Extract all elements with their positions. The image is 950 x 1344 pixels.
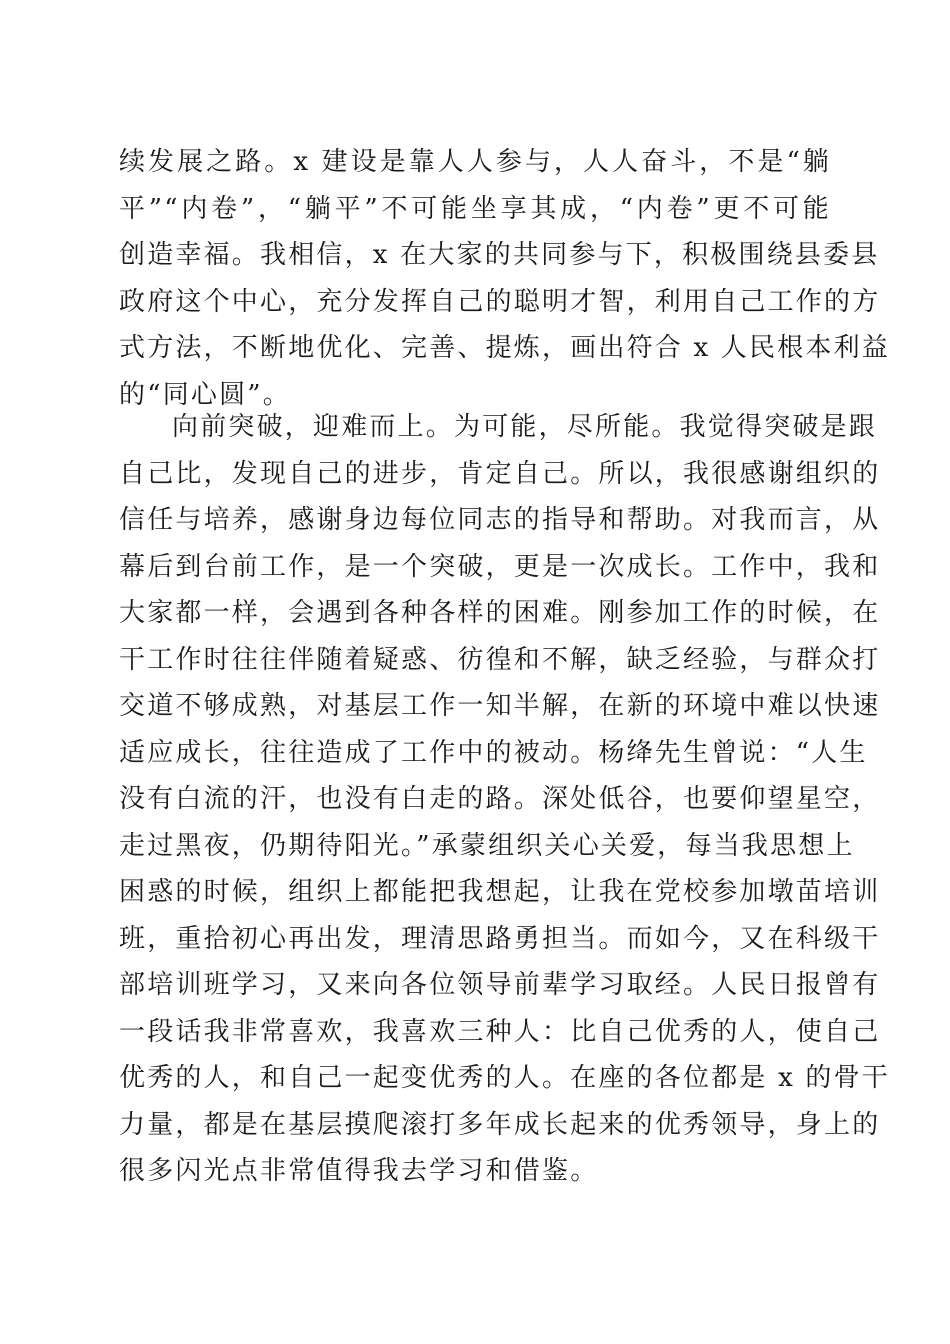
- paragraph-line: 部培训班学习，又来向各位领导前辈学习取经。人民日报曾有: [119, 970, 881, 1000]
- paragraph-line: 幕后到台前工作，是一个突破，更是一次成长。工作中，我和: [119, 551, 881, 582]
- paragraph-line: 大家都一样，会遇到各种各样的困难。刚参加工作的时候，在: [119, 598, 881, 628]
- paragraph-line: 班，重拾初心再出发，理清思路勇担当。而如今，又在科级干: [119, 923, 881, 954]
- paragraph-line: 向前突破，迎难而上。为可能，尽所能。我觉得突破是跟: [172, 412, 878, 442]
- paragraph-line: 平”“内卷”，“躺平”不可能坐享其成，“内卷”更不可能: [119, 193, 831, 224]
- paragraph-1: [119, 139, 890, 418]
- paragraph-line: 干工作时往往伴随着疑惑、彷徨和不解，缺乏经验，与群众打: [119, 644, 881, 675]
- paragraph-line: 交道不够成熟，对基层工作一知半解，在新的环境中难以快速: [119, 691, 881, 721]
- paragraph-line: 自己比，发现自己的进步，肯定自己。所以，我很感谢组织的: [119, 458, 881, 489]
- paragraph-line: 优秀的人，和自己一起变优秀的人。在座的各位都是 x 的骨干: [119, 1063, 890, 1093]
- paragraph-line: 政府这个中心，充分发挥自己的聪明才智，利用自己工作的方: [119, 286, 881, 317]
- paragraph-line: 很多闪光点非常值得我去学习和借鉴。: [119, 1156, 599, 1186]
- paragraph-line: 适应成长，往往造成了工作中的被动。杨绛先生曾说：“人生: [119, 737, 868, 768]
- paragraph-line: 的“同心圆”。: [119, 379, 291, 410]
- paragraph-line: 一段话我非常喜欢，我喜欢三种人：比自己优秀的人，使自己: [119, 1016, 881, 1047]
- paragraph-line: 没有白流的汗，也没有白走的路。深处低谷，也要仰望星空，: [119, 784, 881, 814]
- paragraph-line: 式方法，不断地优化、完善、提炼，画出符合 x 人民根本利益: [119, 333, 890, 363]
- paragraph-2: [119, 404, 890, 1195]
- paragraph-line: 困惑的时候，组织上都能把我想起，让我在党校参加墩苗培训: [119, 877, 881, 907]
- paragraph-line: 走过黑夜，仍期待阳光。”承蒙组织关心关爱，每当我思想上: [119, 830, 855, 861]
- paragraph-line: 续发展之路。x 建设是靠人人参与，人人奋斗，不是“躺: [119, 147, 831, 177]
- paragraph-line: 力量，都是在基层摸爬滚打多年成长起来的优秀领导，身上的: [119, 1109, 881, 1140]
- paragraph-line: 信任与培养，感谢身边每位同志的指导和帮助。对我而言，从: [119, 505, 881, 535]
- paragraph-line: 创造幸福。我相信，x 在大家的共同参与下，积极围绕县委县: [119, 240, 880, 270]
